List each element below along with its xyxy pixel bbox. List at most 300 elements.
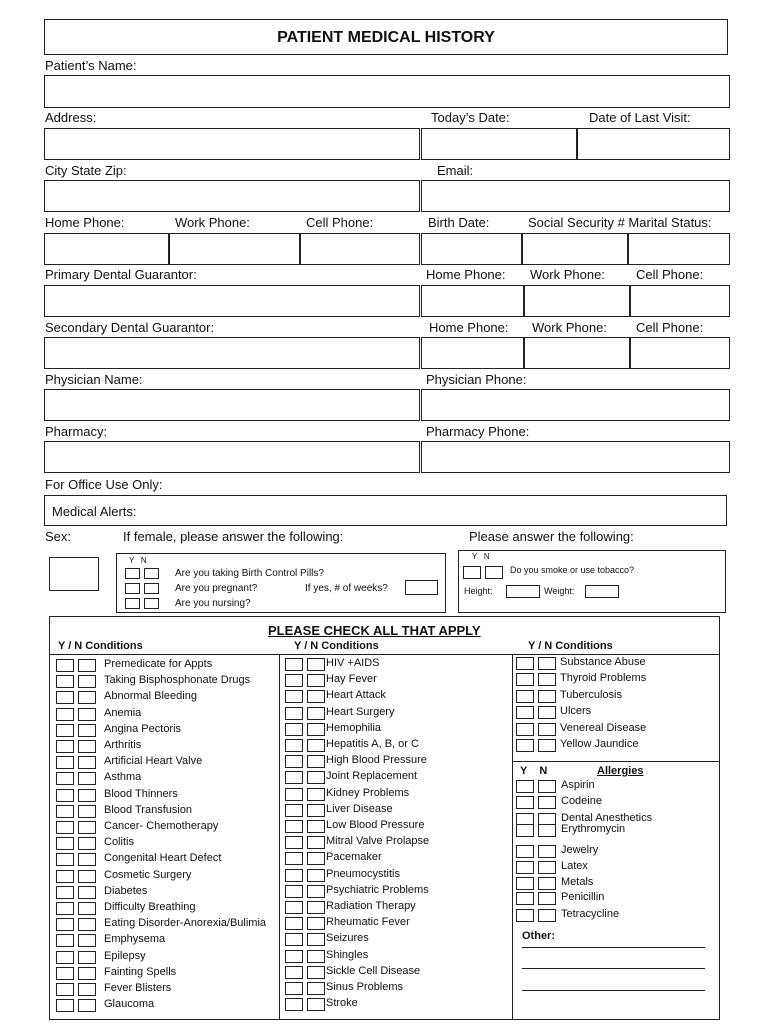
weeks-question: If yes, # of weeks? [305,583,388,594]
checkbox[interactable] [285,869,303,882]
pharmacy-field[interactable] [44,441,420,473]
col1-condition-checkboxes[interactable] [56,708,96,721]
pharmacy-phone-label: Pharmacy Phone: [426,424,530,439]
checkbox[interactable] [78,756,96,769]
checkbox[interactable] [538,657,556,670]
office-use-label: For Office Use Only: [45,477,163,492]
col1-condition-checkboxes[interactable] [56,934,96,947]
col3-condition-item: Ulcers [560,705,592,718]
col1-condition-checkboxes[interactable] [56,659,96,672]
checkbox[interactable] [56,999,74,1012]
checkbox[interactable] [285,788,303,801]
allergy-item: Aspirin [561,779,595,791]
checkbox[interactable] [78,724,96,737]
col1-condition-checkboxes[interactable] [56,821,96,834]
checkbox[interactable] [307,966,325,979]
allergy-item: Metals [561,876,594,888]
col1-condition-checkboxes[interactable] [56,967,96,980]
checkbox[interactable] [307,933,325,946]
checkbox[interactable] [285,820,303,833]
checkbox[interactable] [285,739,303,752]
checkbox[interactable] [538,909,556,922]
sex-field[interactable] [49,557,99,591]
col2-condition-checkboxes[interactable] [285,885,325,898]
secondary-cell-phone-field[interactable] [630,337,730,369]
col3-condition-checkboxes[interactable] [516,690,556,703]
smoke-checkboxes[interactable] [463,566,503,579]
checkbox[interactable] [78,999,96,1012]
checkbox[interactable] [485,566,503,579]
checkbox[interactable] [125,568,140,579]
col2-condition-checkboxes[interactable] [285,869,325,882]
col2-condition-checkboxes[interactable] [285,658,325,671]
checkbox[interactable] [285,998,303,1011]
allergy-item: Latex [561,860,588,872]
allergy-checkboxes[interactable] [516,796,556,809]
checkbox[interactable] [307,950,325,963]
checkbox[interactable] [78,708,96,721]
allergies-yn-header: Y N [520,765,548,777]
col2-condition-checkboxes[interactable] [285,690,325,703]
secondary-work-phone-field[interactable] [524,337,630,369]
checkbox[interactable] [516,892,534,905]
col2-condition-checkboxes[interactable] [285,836,325,849]
checkbox[interactable] [56,870,74,883]
sex-label: Sex: [45,529,72,544]
nursing-question: Are you nursing? [175,598,251,609]
col1-condition-item: Cancer- Chemotherapy [104,820,219,832]
cell-phone-label: Cell Phone: [306,215,374,230]
checkbox[interactable] [56,756,74,769]
allergies-divider [512,761,720,762]
checkbox[interactable] [307,674,325,687]
checkbox[interactable] [56,934,74,947]
checkbox[interactable] [56,853,74,866]
primary-cell-phone-field[interactable] [630,285,730,317]
checkbox[interactable] [78,951,96,964]
medical-alerts-label: Medical Alerts: [52,504,137,519]
checkbox[interactable] [307,658,325,671]
checkbox[interactable] [285,771,303,784]
checkbox[interactable] [516,673,534,686]
col1-condition-item: Taking Bisphosphonate Drugs [104,674,251,687]
height-field[interactable] [506,585,540,598]
checkbox[interactable] [516,861,534,874]
weeks-field[interactable] [405,580,438,595]
checkbox[interactable] [78,870,96,883]
allergy-checkboxes[interactable] [516,861,556,874]
pregnant-checkboxes[interactable] [125,583,159,594]
checkbox[interactable] [78,837,96,850]
checkbox[interactable] [285,901,303,914]
checkbox[interactable] [285,804,303,817]
checkbox[interactable] [78,918,96,931]
checkbox[interactable] [56,821,74,834]
email-field[interactable] [421,180,730,212]
checkbox[interactable] [285,917,303,930]
checkbox[interactable] [538,796,556,809]
checkbox[interactable] [78,805,96,818]
primary-work-phone-field[interactable] [524,285,630,317]
col3-condition-checkboxes[interactable] [516,739,556,752]
col1-condition-item: Asthma [104,771,142,784]
primary-guarantor-field[interactable] [44,285,420,317]
marital-status-field[interactable] [628,233,730,265]
col1-condition-item: Blood Thinners [104,787,178,800]
check-all-heading: PLEASE CHECK ALL THAT APPLY [268,623,481,638]
allergy-checkboxes[interactable] [516,824,556,837]
col3-condition-checkboxes[interactable] [516,673,556,686]
col2-condition-item: Pacemaker [326,851,382,864]
checkbox[interactable] [463,566,481,579]
checkbox[interactable] [538,892,556,905]
checkbox[interactable] [307,739,325,752]
ssn-field[interactable] [522,233,628,265]
secondary-cell-phone-label: Cell Phone: [636,320,704,335]
col1-condition-checkboxes[interactable] [56,837,96,850]
col1-condition-checkboxes[interactable] [56,853,96,866]
col2-condition-checkboxes[interactable] [285,998,325,1011]
checkbox[interactable] [285,852,303,865]
col1-condition-item: Glaucoma [104,998,155,1011]
col1-condition-item: Premedicate for Appts [104,658,213,670]
weight-label: Weight: [544,586,575,596]
col3-condition-item: Tuberculosis [560,688,622,701]
checkbox[interactable] [78,886,96,899]
todays-date-field[interactable] [421,128,577,160]
col2-condition-checkboxes[interactable] [285,982,325,995]
birth-control-question: Are you taking Birth Control Pills? [175,568,324,579]
col2-condition-item: High Blood Pressure [326,754,427,767]
other-line-3[interactable] [522,990,705,991]
other-line-1[interactable] [522,947,705,948]
col2-condition-item: Psychiatric Problems [326,883,429,896]
col1-condition-checkboxes[interactable] [56,691,96,704]
col1-condition-checkboxes[interactable] [56,999,96,1012]
checkbox[interactable] [285,982,303,995]
address-field[interactable] [44,128,420,160]
cell-phone-field[interactable] [300,233,420,265]
col2-condition-item: Hepatitis A, B, or C [326,738,419,750]
col2-condition-checkboxes[interactable] [285,917,325,930]
checkbox[interactable] [516,845,534,858]
col2-condition-item: Mitral Valve Prolapse [326,835,430,848]
checkbox[interactable] [285,755,303,768]
col2-condition-checkboxes[interactable] [285,788,325,801]
col2-condition-item: Shingles [326,948,369,961]
checkbox[interactable] [285,658,303,671]
col3-condition-item: Thyroid Problems [560,672,647,685]
checkbox[interactable] [78,675,96,688]
checkbox[interactable] [56,805,74,818]
checkbox[interactable] [285,707,303,720]
checkbox[interactable] [78,659,96,672]
col1-condition-item: Emphysema [104,933,166,946]
checkbox[interactable] [125,583,140,594]
checkbox[interactable] [285,966,303,979]
checkbox[interactable] [307,690,325,703]
birth-date-field[interactable] [421,233,522,265]
physician-name-field[interactable] [44,389,420,421]
checkbox[interactable] [516,796,534,809]
col1-condition-item: Diabetes [104,884,148,897]
checkbox[interactable] [307,707,325,720]
checkbox[interactable] [307,836,325,849]
col1-condition-checkboxes[interactable] [56,951,96,964]
smoke-yn-header: Y N [472,552,490,561]
checkbox[interactable] [307,788,325,801]
checkbox[interactable] [538,877,556,890]
allergy-item: Jewelry [561,844,599,856]
please-answer-label: Please answer the following: [469,529,634,544]
col2-condition-item: Stroke [326,997,358,1010]
checkbox[interactable] [538,706,556,719]
checkbox[interactable] [56,902,74,915]
checkbox[interactable] [56,951,74,964]
checkbox[interactable] [56,675,74,688]
col1-condition-checkboxes[interactable] [56,756,96,769]
allergy-checkboxes[interactable] [516,877,556,890]
primary-work-phone-label: Work Phone: [530,267,605,282]
checkbox[interactable] [285,723,303,736]
checkbox[interactable] [307,917,325,930]
col2-condition-item: Heart Surgery [326,705,395,718]
checkbox[interactable] [56,837,74,850]
checkbox[interactable] [516,739,534,752]
checkbox[interactable] [56,772,74,785]
allergy-checkboxes[interactable] [516,892,556,905]
checkbox[interactable] [56,740,74,753]
checkbox[interactable] [307,820,325,833]
allergy-item: Codeine [561,795,602,807]
weight-field[interactable] [585,585,619,598]
physician-phone-label: Physician Phone: [426,372,527,387]
col3-condition-checkboxes[interactable] [516,706,556,719]
last-visit-label: Date of Last Visit: [589,110,691,125]
col1-condition-checkboxes[interactable] [56,740,96,753]
checkbox[interactable] [56,724,74,737]
allergy-item: Tetracycline [561,908,620,920]
column-divider-1 [279,654,280,1020]
checkbox[interactable] [285,836,303,849]
checkbox[interactable] [56,918,74,931]
other-label: Other: [522,930,555,942]
checkbox[interactable] [78,902,96,915]
nursing-checkboxes[interactable] [125,598,159,609]
col2-condition-checkboxes[interactable] [285,723,325,736]
checkbox[interactable] [538,739,556,752]
col1-condition-item: Cosmetic Surgery [104,868,192,881]
checkbox[interactable] [538,824,556,837]
col1-condition-checkboxes[interactable] [56,805,96,818]
ssn-marital-label: Social Security # Marital Status: [528,215,712,230]
checkbox[interactable] [285,690,303,703]
col1-condition-checkboxes[interactable] [56,675,96,688]
checkbox[interactable] [307,771,325,784]
col2-condition-checkboxes[interactable] [285,755,325,768]
header-divider [49,654,720,655]
height-label: Height: [464,586,493,596]
checkbox[interactable] [516,909,534,922]
work-phone-label: Work Phone: [175,215,250,230]
patient-name-label: Patient’s Name: [45,58,137,73]
checkbox[interactable] [285,674,303,687]
checkbox[interactable] [307,723,325,736]
checkbox[interactable] [125,598,140,609]
col2-condition-item: Joint Replacement [326,770,418,783]
checkbox[interactable] [78,934,96,947]
checkbox[interactable] [538,690,556,703]
col2-condition-item: Seizures [326,932,369,945]
checkbox[interactable] [56,886,74,899]
col2-condition-checkboxes[interactable] [285,901,325,914]
col1-condition-item: Blood Transfusion [104,803,193,816]
col2-condition-checkboxes[interactable] [285,804,325,817]
checkbox[interactable] [307,755,325,768]
allergy-checkboxes[interactable] [516,845,556,858]
col2-condition-checkboxes[interactable] [285,950,325,963]
pregnant-question: Are you pregnant? [175,583,258,594]
col3-condition-checkboxes[interactable] [516,657,556,670]
col2-condition-checkboxes[interactable] [285,771,325,784]
checkbox[interactable] [538,861,556,874]
secondary-guarantor-field[interactable] [44,337,420,369]
checkbox[interactable] [56,659,74,672]
checkbox[interactable] [516,824,534,837]
checkbox[interactable] [538,723,556,736]
checkbox[interactable] [307,852,325,865]
checkbox[interactable] [144,568,159,579]
secondary-work-phone-label: Work Phone: [532,320,607,335]
col2-condition-item: Hay Fever [326,673,377,686]
col2-condition-item: Rheumatic Fever [326,916,410,929]
checkbox[interactable] [78,691,96,704]
checkbox[interactable] [78,983,96,996]
home-phone-field[interactable] [44,233,169,265]
checkbox[interactable] [285,950,303,963]
checkbox[interactable] [56,708,74,721]
checkbox[interactable] [78,821,96,834]
checkbox[interactable] [56,983,74,996]
checkbox[interactable] [78,740,96,753]
col2-condition-checkboxes[interactable] [285,933,325,946]
col1-condition-item: Angina Pectoris [104,722,182,735]
col1-condition-checkboxes[interactable] [56,870,96,883]
checkbox[interactable] [144,583,159,594]
checkbox[interactable] [307,804,325,817]
col1-header: Y / N Conditions [58,640,143,652]
female-questions-box [116,553,446,613]
checkbox[interactable] [144,598,159,609]
primary-guarantor-label: Primary Dental Guarantor: [45,267,197,282]
allergies-header: Allergies [597,765,644,777]
email-label: Email: [437,163,474,178]
work-phone-field[interactable] [169,233,300,265]
allergy-checkboxes[interactable] [516,780,556,793]
pharmacy-phone-field[interactable] [421,441,730,473]
col3-condition-checkboxes[interactable] [516,723,556,736]
birth-date-label: Birth Date: [428,215,490,230]
smoke-question: Do you smoke or use tobacco? [510,565,635,575]
col3-condition-item: Yellow Jaundice [560,738,639,750]
last-visit-field[interactable] [577,128,730,160]
col2-condition-checkboxes[interactable] [285,674,325,687]
home-phone-label: Home Phone: [45,215,125,230]
checkbox[interactable] [78,789,96,802]
checkbox[interactable] [78,772,96,785]
checkbox[interactable] [516,706,534,719]
col1-condition-item: Eating Disorder-Anorexia/Bulimia [104,917,267,930]
col1-condition-checkboxes[interactable] [56,772,96,785]
col2-condition-item: Radiation Therapy [326,900,416,912]
checkbox[interactable] [78,853,96,866]
primary-cell-phone-label: Cell Phone: [636,267,704,282]
col1-condition-checkboxes[interactable] [56,918,96,931]
col2-condition-item: Heart Attack [326,689,386,702]
checkbox[interactable] [307,998,325,1011]
patient-name-field[interactable] [44,75,730,108]
col1-condition-checkboxes[interactable] [56,983,96,996]
col1-condition-item: Congenital Heart Defect [104,852,222,865]
col2-condition-checkboxes[interactable] [285,966,325,979]
col2-condition-checkboxes[interactable] [285,739,325,752]
col1-condition-checkboxes[interactable] [56,789,96,802]
allergy-checkboxes[interactable] [516,909,556,922]
checkbox[interactable] [56,691,74,704]
col2-condition-checkboxes[interactable] [285,820,325,833]
checkbox[interactable] [516,690,534,703]
col2-condition-checkboxes[interactable] [285,707,325,720]
checkbox[interactable] [538,845,556,858]
checkbox[interactable] [307,982,325,995]
checkbox[interactable] [307,901,325,914]
checkbox[interactable] [516,877,534,890]
checkbox[interactable] [78,967,96,980]
city-state-zip-field[interactable] [44,180,420,212]
col2-condition-item: Sinus Problems [326,981,404,993]
allergy-item: Dental Anesthetics [561,812,653,824]
checkbox[interactable] [516,723,534,736]
checkbox[interactable] [307,869,325,882]
birth-control-checkboxes[interactable] [125,568,159,579]
page-title: PATIENT MEDICAL HISTORY [44,19,728,55]
col2-condition-item: Liver Disease [326,802,393,815]
checkbox[interactable] [307,885,325,898]
col2-condition-checkboxes[interactable] [285,852,325,865]
col3-condition-item: Substance Abuse [560,656,646,668]
checkbox[interactable] [538,673,556,686]
col1-condition-checkboxes[interactable] [56,902,96,915]
checkbox[interactable] [56,789,74,802]
secondary-home-phone-field[interactable] [421,337,524,369]
medical-alerts-box[interactable] [44,495,727,526]
checkbox[interactable] [538,780,556,793]
checkbox[interactable] [516,780,534,793]
col2-condition-item: Pneumocystitis [326,867,400,880]
column-divider-2 [512,654,513,1020]
primary-home-phone-field[interactable] [421,285,524,317]
checkbox[interactable] [516,657,534,670]
checkbox[interactable] [56,967,74,980]
checkbox[interactable] [285,933,303,946]
physician-phone-field[interactable] [421,389,730,421]
col1-condition-checkboxes[interactable] [56,724,96,737]
other-line-2[interactable] [522,968,705,969]
col1-condition-checkboxes[interactable] [56,886,96,899]
col1-condition-item: Epilepsy [104,949,146,962]
smoke-box [458,550,726,613]
checkbox[interactable] [285,885,303,898]
